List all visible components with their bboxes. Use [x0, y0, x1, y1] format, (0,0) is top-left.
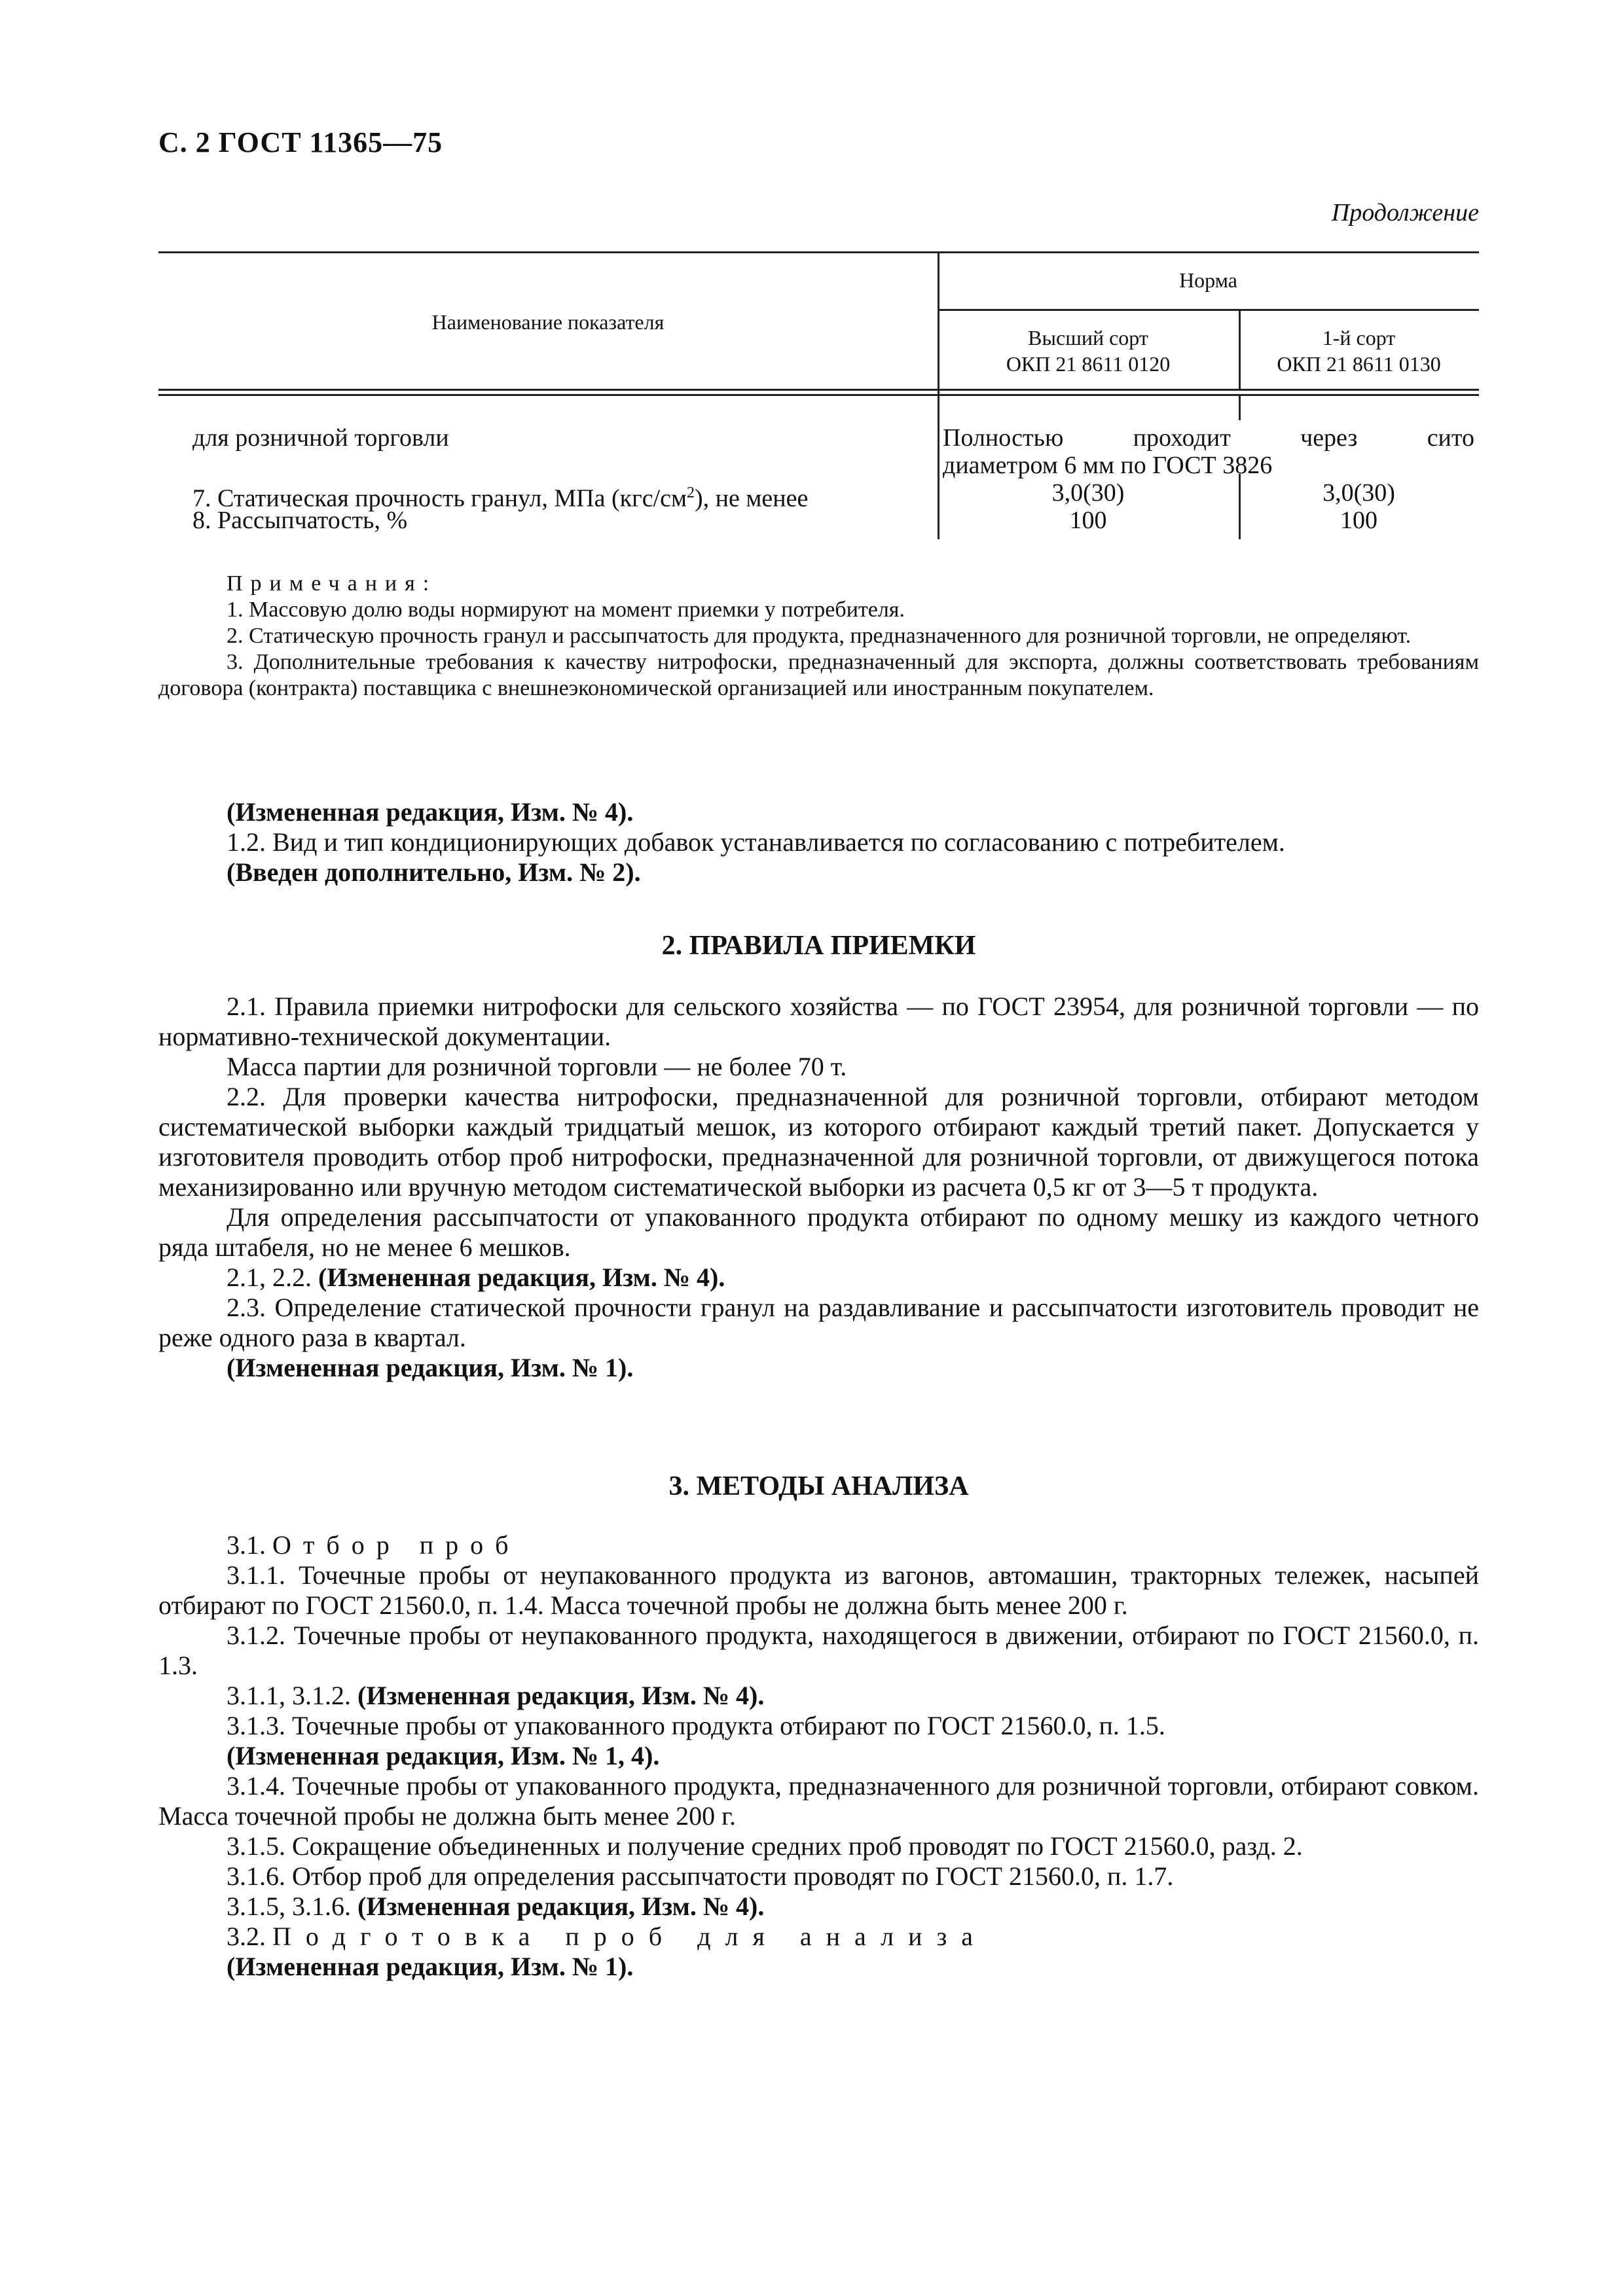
grade2-code: ОКП 21 8611 0130: [1277, 352, 1441, 376]
row-7-value-grade1: 3,0(30): [1051, 479, 1125, 507]
amendment-note: (Измененная редакция, Изм. № 1, 4).: [227, 1741, 660, 1770]
clause-3-1-2: 3.1.2. Точечные пробы от неупакованного продукта, находящегося в движении, отбирают по ГОСТ 21560.0, п. 1.3.: [158, 1621, 1479, 1680]
row-retail-norm-line2: диаметром 6 мм по ГОСТ 3826: [943, 452, 1273, 479]
clause-3-1-3: 3.1.3. Точечные пробы от упакованного продукта отбирают по ГОСТ 21560.0, п. 1.5.: [227, 1711, 1165, 1740]
table-top-rule: [158, 251, 1479, 253]
clause-3-1: 3.1. Отбор проб: [227, 1530, 520, 1560]
grade1-label: Высший сорт: [1028, 326, 1148, 350]
amendment-note: (Измененная редакция, Изм. № 4).: [227, 797, 634, 827]
row-7-name: 7. Статическая прочность гранул, МПа $(кгс/см^2)$, не менее: [192, 484, 809, 512]
norm-word: через: [1300, 424, 1358, 452]
note-3: 3. Дополнительные требования к качеству нитрофоски, предназначенный для экспорта, должны соответствовать требованиям договора (контракта) поставщика с внешнеэкономической организацией или иностранным покупателем.: [158, 650, 1479, 700]
clause-2-2-friability: Для определения рассыпчатости от упакованного продукта отбирают по одному мешку из каждого четного ряда штабеля, но не менее 6 мешков.: [158, 1202, 1479, 1262]
clause-3-1-4: 3.1.4. Точечные пробы от упакованного продукта, предназначенного для розничной торговли, отбирают совком. Масса точечной пробы не должна быть менее 200 г.: [158, 1771, 1479, 1831]
amendment-note: 3.1.5, 3.1.6. (Измененная редакция, Изм. № 4).: [227, 1892, 765, 1921]
note-2: 2. Статическую прочность гранул и рассыпчатость для продукта, предназначенного для розничной торговли, не определяют.: [227, 624, 1412, 648]
row-7-value-grade2: 3,0(30): [1322, 479, 1395, 507]
section-3-body: [158, 1530, 1479, 1982]
clause-1-2: 1.2. Вид и тип кондиционирующих добавок устанавливается по согласованию с потребителем.: [227, 827, 1285, 857]
section-2: [158, 931, 1479, 961]
clause-2-1: 2.1. Правила приемки нитрофоски для сельского хозяйства — по ГОСТ 23954, для розничной торговли — по нормативно-технической документации.: [158, 992, 1479, 1051]
table-col-divider-2b: [1239, 394, 1241, 420]
clause-3-1-1: 3.1.1. Точечные пробы от неупакованного продукта из вагонов, автомашин, тракторных тележек, насыпей отбирают по ГОСТ 21560.0, п. 1.4. Масса точечной пробы не должна быть менее 200 г.: [158, 1560, 1479, 1620]
column-header-name: Наименование показателя: [431, 310, 665, 334]
clause-3-1-6: 3.1.6. Отбор проб для определения рассыпчатости проводят по ГОСТ 21560.0, п. 1.7.: [227, 1861, 1174, 1891]
clause-3-2: 3.2. Подготовка проб для анализа: [227, 1922, 988, 1951]
amendment-note: 3.1.1, 3.1.2. (Измененная редакция, Изм. № 4).: [227, 1681, 765, 1710]
column-header-grade2: [1239, 325, 1479, 377]
column-header-grade1: [938, 325, 1239, 377]
row-8-value-grade2: 100: [1340, 507, 1377, 534]
section-1-tail: [158, 797, 1479, 888]
section-3-title: 3. МЕТОДЫ АНАЛИЗА: [668, 1471, 969, 1501]
row-retail-name: для розничной торговли: [192, 424, 449, 452]
section-3: [158, 1471, 1479, 1501]
notes-title: Примечания:: [227, 571, 437, 596]
lot-mass: Масса партии для розничной торговли — не более 70 т.: [227, 1052, 847, 1081]
page-header: С. 2 ГОСТ 11365—75: [158, 126, 443, 158]
header-bottom-rule-2: [158, 394, 1479, 396]
amendment-note: (Измененная редакция, Изм. № 1).: [227, 1353, 634, 1382]
grade1-code: ОКП 21 8611 0120: [1006, 352, 1171, 376]
norm-word: сито: [1427, 424, 1474, 452]
amendment-note: 2.1, 2.2. (Измененная редакция, Изм. № 4).: [227, 1263, 725, 1292]
section-2-title: 2. ПРАВИЛА ПРИЕМКИ: [661, 931, 976, 961]
norm-word: проходит: [1133, 424, 1231, 452]
norm-subheader-rule: [938, 309, 1479, 311]
note-1: 1. Массовую долю воды нормируют на момент приемки у потребителя.: [227, 598, 905, 622]
grade2-label: 1-й сорт: [1322, 326, 1396, 350]
header-bottom-rule: [158, 389, 1479, 391]
norm-word: Полностью: [943, 424, 1064, 452]
row-retail-norm-line1: [943, 424, 1474, 452]
notes-block: [158, 571, 1479, 702]
column-header-norm: Норма: [1179, 268, 1237, 292]
amendment-note: (Измененная редакция, Изм. № 1).: [227, 1952, 634, 1981]
clause-2-3: 2.3. Определение статической прочности гранул на раздавливание и рассыпчатости изготовитель проводит не реже одного раза в квартал.: [158, 1293, 1479, 1352]
section-2-body: [158, 992, 1479, 1383]
row-8-name: 8. Рассыпчатость, %: [192, 507, 408, 534]
clause-2-2: 2.2. Для проверки качества нитрофоски, предназначенной для розничной торговли, отбирают методом систематической выборки каждый тридцатый мешок, из которого отбирают каждый третий пакет. Допускается у изготовителя проводить отбор проб нитрофоски, предназначенной для розничной торговли, от движущегося потока механизированно или вручную методом систематической выборки из расчета 0,5 кг от 3—5 т продукта.: [158, 1082, 1479, 1202]
clause-3-1-5: 3.1.5. Сокращение объединенных и получение средних проб проводят по ГОСТ 21560.0, разд. 2.: [227, 1831, 1303, 1861]
continuation-label: Продолжение: [1331, 199, 1479, 226]
amendment-note: (Введен дополнительно, Изм. № 2).: [227, 857, 641, 887]
row-8-value-grade1: 100: [1069, 507, 1107, 534]
